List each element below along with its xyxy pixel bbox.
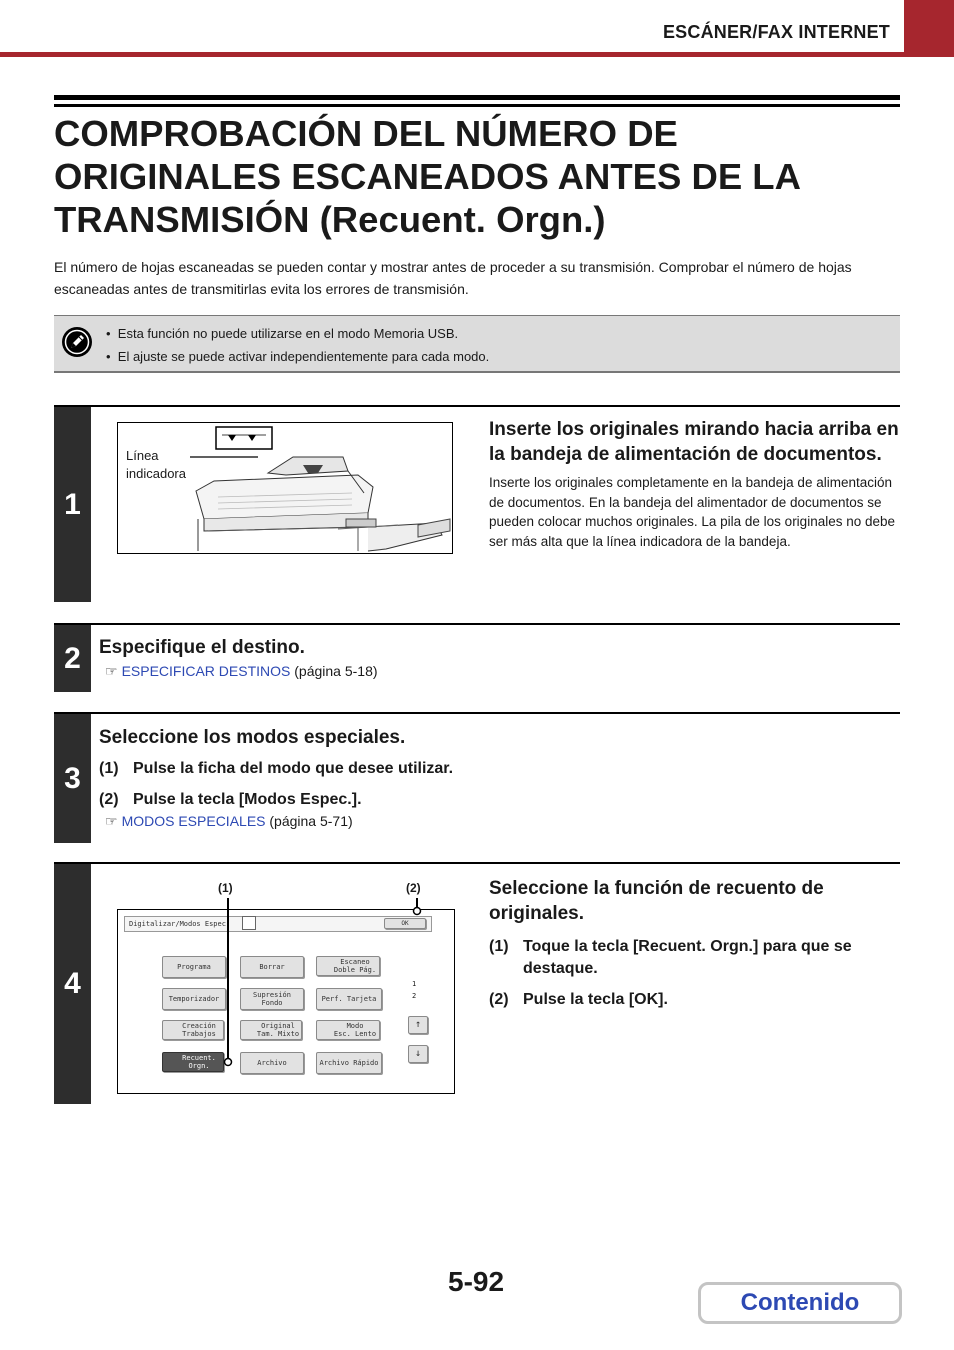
callout-label: (2)	[406, 881, 421, 895]
modo-esc-lento-button[interactable]: Modo Esc. Lento	[316, 1020, 380, 1040]
step-heading: Inserte los originales mirando hacia arriba en la bandeja de alimentación de documentos.	[489, 419, 899, 465]
substep-text: Pulse la tecla [OK].	[523, 991, 668, 1008]
title-rule	[54, 104, 900, 107]
arrow-down-icon[interactable]: ↓	[408, 1045, 428, 1063]
note-item: • Esta función no puede utilizarse en el modo Memoria USB.	[106, 322, 489, 345]
indicator-line-label: Línea	[126, 448, 159, 463]
note-box	[54, 315, 900, 373]
contents-button[interactable]: Contenido	[698, 1282, 902, 1324]
title-rule	[54, 95, 900, 100]
step-number: 4	[54, 864, 91, 1104]
callout-label: (1)	[218, 881, 233, 895]
link-especificar-destinos[interactable]: ESPECIFICAR DESTINOS	[121, 663, 291, 679]
substep	[99, 789, 879, 811]
substep-number: (1)	[489, 938, 509, 955]
note-list	[106, 322, 489, 368]
page-title: COMPROBACIÓN DEL NÚMERO DE ORIGINALES ESCANEADOS ANTES DE LA TRANSMISIÓN (Recuent. Orgn.)	[54, 113, 800, 240]
page-indicator: 1	[412, 980, 417, 988]
arrow-up-icon[interactable]: ↑	[408, 1016, 428, 1034]
mode-icon	[242, 916, 256, 930]
step-number: 3	[54, 714, 91, 843]
archivo-rapido-button[interactable]: Archivo Rápido	[316, 1052, 382, 1074]
step-number: 2	[54, 625, 91, 692]
note-item: • El ajuste se puede activar independientemente para cada modo.	[106, 345, 489, 368]
substep-text: Pulse la ficha del modo que desee utilizar.	[133, 760, 454, 777]
original-tam-mixto-button[interactable]: Original Tam. Mixto	[240, 1020, 302, 1040]
substep-text: Toque la tecla [Recuent. Orgn.] para que se destaque.	[523, 938, 852, 977]
step-4	[54, 862, 900, 1104]
page-reference: (página 5-18)	[294, 663, 378, 679]
substep-text: Pulse la tecla [Modos Espec.].	[133, 791, 362, 808]
ok-button[interactable]: OK	[384, 918, 426, 929]
temporizador-button[interactable]: Temporizador	[162, 988, 226, 1010]
programa-button[interactable]: Programa	[162, 956, 226, 978]
substep	[489, 989, 899, 1011]
screen-title: Digitalizar/Modos Espec	[124, 916, 432, 932]
recuent-orgn-button[interactable]: Recuent. Orgn.	[162, 1052, 224, 1072]
pointing-hand-icon: ☞	[105, 813, 118, 829]
reference-line	[99, 813, 879, 830]
intro-paragraph: El número de hojas escaneadas se pueden contar y mostrar antes de proceder a su transmisión. Comprobar el número de hojas escaneadas antes de transmitirlas evita los errores de transmisión.	[54, 259, 852, 297]
step-1	[54, 405, 900, 602]
borrar-button[interactable]: Borrar	[240, 956, 304, 978]
link-modos-especiales[interactable]: MODOS ESPECIALES	[121, 813, 266, 829]
step-2	[54, 623, 900, 692]
supresion-fondo-button[interactable]: Supresión Fondo	[240, 988, 304, 1010]
substep-number: (2)	[489, 991, 509, 1008]
substep-number: (1)	[99, 760, 119, 777]
escaneo-doble-pag-button[interactable]: Escaneo Doble Pág.	[316, 956, 380, 976]
step-number: 1	[54, 407, 91, 602]
pointing-hand-icon: ☞	[105, 663, 118, 679]
substep	[99, 758, 879, 780]
perf-tarjeta-button[interactable]: Perf. Tarjeta	[316, 988, 382, 1010]
step-heading: Seleccione la función de recuento de originales.	[489, 878, 824, 924]
step-3	[54, 712, 900, 843]
header-accent-block	[904, 0, 954, 57]
document-feeder-illustration	[117, 422, 453, 554]
page-reference: (página 5-71)	[269, 813, 353, 829]
step-heading: Especifique el destino.	[99, 637, 305, 658]
page-indicator: 2	[412, 992, 417, 1000]
step-description: Inserte los originales completamente en la bandeja de alimentación de documentos. En la bandeja del alimentador de documentos se pueden colocar muchos originales. La pila de los originales no debe ser más alta que la línea indicadora de la bandeja.	[489, 475, 896, 549]
creacion-trabajos-button[interactable]: Creación Trabajos	[162, 1020, 224, 1040]
header-rule	[0, 52, 904, 57]
archivo-button[interactable]: Archivo	[240, 1052, 304, 1074]
page-number: 5-92	[448, 1266, 505, 1297]
step-heading: Seleccione los modos especiales.	[99, 727, 406, 748]
substep	[489, 936, 899, 980]
substep-number: (2)	[99, 791, 119, 808]
touch-panel-illustration	[117, 909, 455, 1094]
section-label: ESCÁNER/FAX INTERNET	[662, 22, 890, 42]
copier-drawing	[118, 423, 452, 553]
pencil-note-icon	[62, 327, 92, 357]
indicator-line-label: indicadora	[126, 466, 186, 481]
reference-line	[99, 663, 879, 680]
